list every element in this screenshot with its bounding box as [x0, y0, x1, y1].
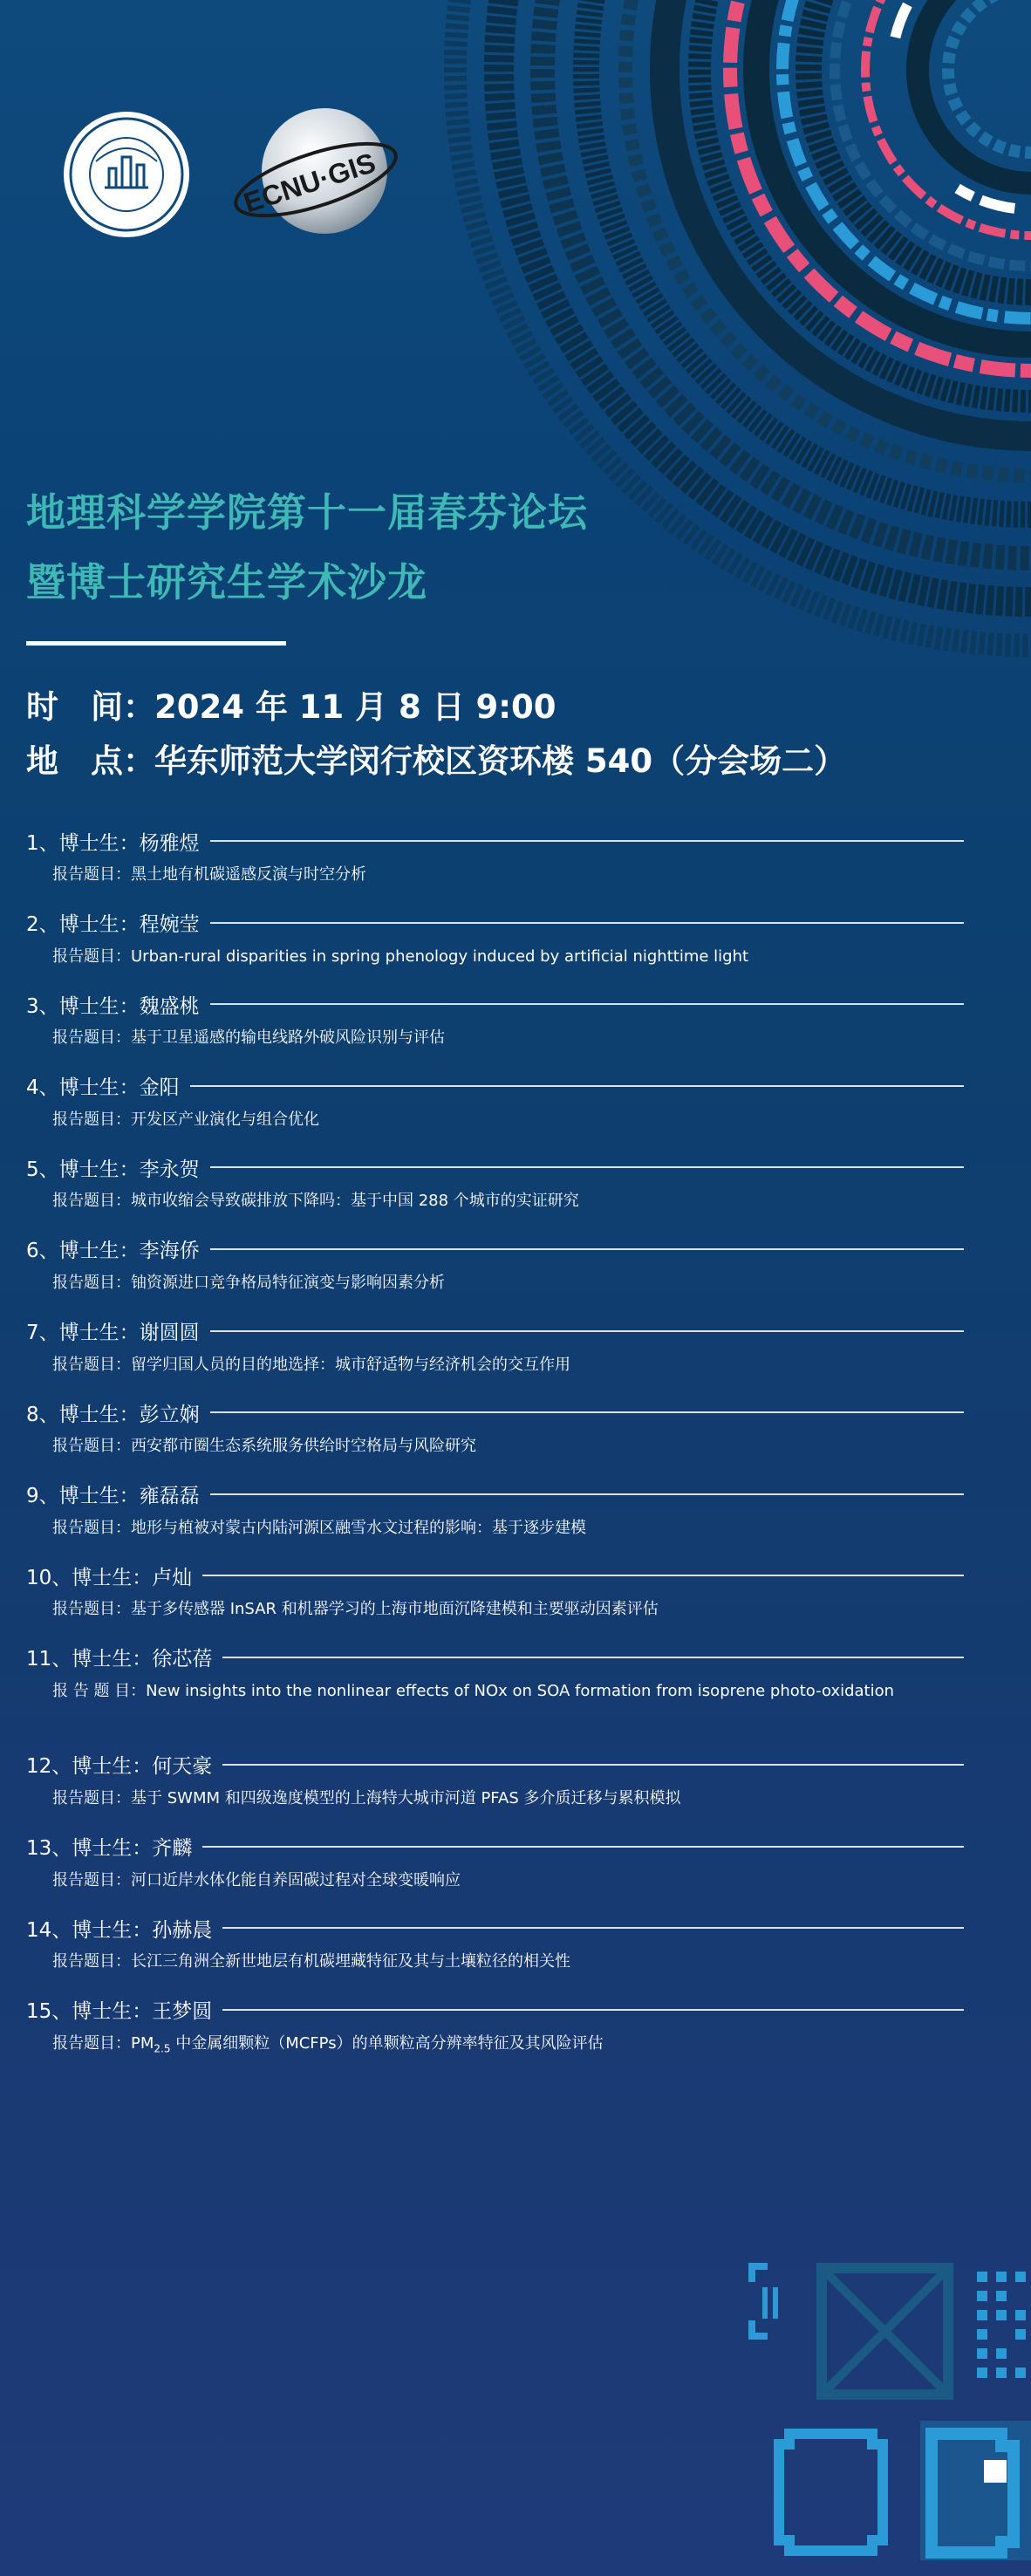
- talk-topic: 报告题目：黑土地有机碳遥感反演与时空分析: [52, 865, 366, 884]
- pixel-icon-decoration: [748, 2263, 1031, 2560]
- speaker-rule: [210, 922, 964, 924]
- talk-topic: 报告题目：留学归国人员的目的地选择：城市舒适物与经济机会的交互作用: [52, 1355, 570, 1374]
- talk-speaker: 13、博士生：齐麟: [26, 1837, 193, 1861]
- talk-topic: 报告题目：西安都市圈生态系统服务供给时空格局与风险研究: [52, 1437, 476, 1456]
- gis-logo-text: ECNU·GIS: [239, 147, 379, 219]
- talk-speaker: 3、博士生：魏盛桃: [26, 994, 200, 1018]
- talk-topic: 报告题目：河口近岸水体化能自养固碳过程对全球变暖响应: [52, 1870, 461, 1889]
- talk-list: [26, 827, 964, 2077]
- place-value: 华东师范大学闵行校区资环楼 540（分会场二）: [154, 742, 847, 780]
- talk-topic-suffix: 中金属细颗粒（MCFPs）的单颗粒高分辨率特征及其风险评估: [170, 2033, 604, 2053]
- talk-item: [26, 1643, 964, 1751]
- talk-topic: 报告题目：铀资源进口竞争格局特征演变与影响因素分析: [52, 1273, 445, 1292]
- talk-item: [26, 1317, 964, 1399]
- talk-topic: 报告题目：基于卫星遥感的输电线路外破风险识别与评估: [52, 1028, 445, 1048]
- place-label: 地 点：: [26, 742, 155, 780]
- talk-item: [26, 1235, 964, 1317]
- talk-item: [26, 990, 964, 1072]
- title-divider: [26, 641, 286, 646]
- talk-speaker: 7、博士生：谢圆圆: [26, 1322, 200, 1345]
- speaker-rule: [210, 840, 964, 842]
- talk-item: [26, 1751, 964, 1833]
- event-time-row: [26, 680, 846, 735]
- speaker-rule: [210, 1248, 964, 1250]
- talk-topic-subscript: 2.5: [154, 2042, 171, 2055]
- speaker-rule: [210, 1411, 964, 1413]
- talk-speaker: 15、博士生：王梦圆: [26, 2000, 213, 2024]
- talk-topic: 报 告 题 目：New insights into the nonlinear effects of NOx on SOA formation from isoprene photo-oxidation: [52, 1681, 895, 1700]
- time-label: 时 间：: [26, 688, 155, 726]
- speaker-rule: [210, 1493, 964, 1495]
- talk-speaker: 6、博士生：李海侨: [26, 1240, 200, 1263]
- speaker-rule: [210, 1166, 964, 1168]
- talk-item: [26, 1480, 964, 1562]
- page-title: [26, 478, 588, 618]
- talk-item: [26, 1914, 964, 1996]
- talk-item: [26, 1561, 964, 1643]
- talk-speaker: 8、博士生：彭立娴: [26, 1403, 200, 1426]
- talk-speaker: 10、博士生：卢灿: [26, 1566, 193, 1589]
- talk-topic: [52, 2032, 959, 2061]
- talk-topic: 报告题目：基于多传感器 InSAR 和机器学习的上海市地面沉降建模和主要驱动因素评估: [52, 1600, 659, 1619]
- talk-topic-prefix: 报告题目：PM: [52, 2033, 154, 2053]
- talk-item: [26, 1398, 964, 1480]
- talk-item: [26, 1833, 964, 1915]
- talk-item: [26, 909, 964, 991]
- event-place-row: [26, 735, 846, 789]
- talk-topic: 报告题目：地形与植被对蒙古内陆河源区融雪水文过程的影响：基于逐步建模: [52, 1518, 586, 1537]
- talk-topic: 报告题目：Urban-rural disparities in spring phenology induced by artificial nighttime light: [52, 946, 749, 966]
- speaker-rule: [202, 1575, 964, 1576]
- ecnu-gis-logo: [229, 103, 403, 243]
- speaker-rule: [210, 1003, 964, 1005]
- talk-item: [26, 1153, 964, 1235]
- talk-speaker: 2、博士生：程婉莹: [26, 913, 200, 937]
- talk-topic: 报告题目：长江三角洲全新世地层有机碳埋藏特征及其与土壤粒径的相关性: [52, 1952, 570, 1971]
- talk-speaker: 12、博士生：何天豪: [26, 1755, 213, 1779]
- speaker-rule: [210, 1330, 964, 1332]
- school-seal-logo: [61, 109, 192, 240]
- speaker-rule: [222, 1927, 964, 1929]
- speaker-rule: [202, 1846, 964, 1848]
- speaker-rule: [222, 2009, 964, 2011]
- talk-item: [26, 827, 964, 909]
- talk-speaker: 1、博士生：杨雅煜: [26, 831, 200, 855]
- speaker-rule: [222, 1657, 964, 1658]
- title-line-2: 暨博士研究生学术沙龙: [26, 559, 428, 605]
- talk-speaker: 9、博士生：雍磊磊: [26, 1485, 200, 1508]
- talk-topic: 报告题目：基于 SWMM 和四级逸度模型的上海特大城市河道 PFAS 多介质迁移与累积模拟: [52, 1788, 681, 1807]
- talk-item: [26, 1996, 964, 2078]
- talk-speaker: 5、博士生：李永贺: [26, 1158, 200, 1181]
- talk-topic: 报告题目：开发区产业演化与组合优化: [52, 1110, 319, 1129]
- talk-speaker: 14、博士生：孙赫晨: [26, 1918, 213, 1942]
- speaker-rule: [222, 1764, 964, 1766]
- time-value: 2024 年 11 月 8 日 9:00: [154, 688, 556, 726]
- talk-speaker: 11、博士生：徐芯蓓: [26, 1648, 213, 1671]
- talk-item: [26, 1072, 964, 1154]
- talk-topic: 报告题目：城市收缩会导致碳排放下降吗：基于中国 288 个城市的实证研究: [52, 1192, 579, 1211]
- speaker-rule: [190, 1085, 964, 1087]
- talk-speaker: 4、博士生：金阳: [26, 1076, 180, 1100]
- event-info: [26, 680, 846, 789]
- title-line-1: 地理科学学院第十一届春芬论坛: [26, 489, 589, 536]
